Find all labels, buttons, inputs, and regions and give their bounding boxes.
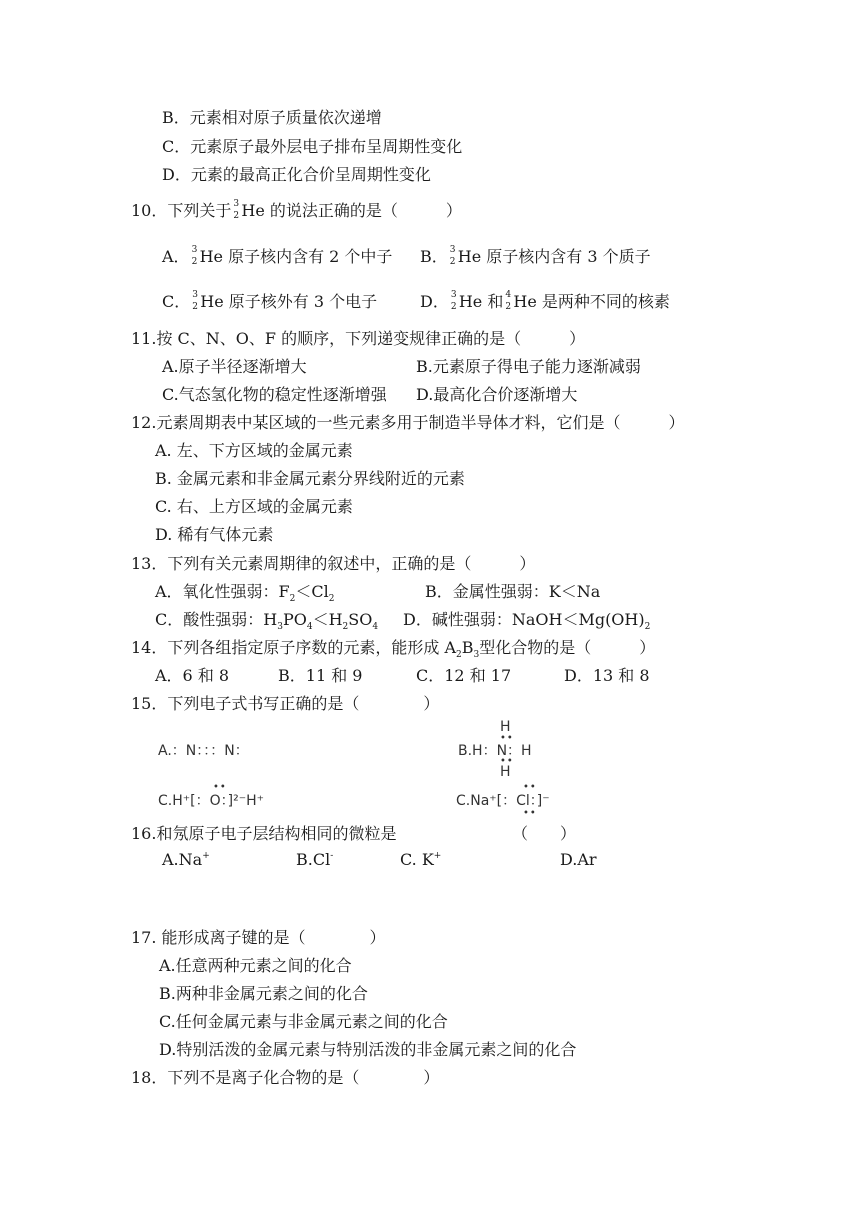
he3-nuclide: 3 2	[450, 290, 457, 312]
q13-option-c: C．酸性强弱：$H_3PO_4<H_2SO_4$	[155, 610, 379, 632]
q14-stem: 14．下列各组指定原子序数的元素，能形成 $A_2B_3$型化合物的是（ ）	[131, 638, 656, 660]
q16-stem: 16.和氖原子电子层结构相同的微粒是	[131, 824, 397, 843]
q10-option-d: D． 3 2 He 和 4 2 He 是两种不同的核素	[420, 290, 670, 312]
q15-stem: 15．下列电子式书写正确的是（ ）	[131, 694, 440, 713]
q13-option-a: A．氧化性强弱：$F_2<Cl_2$	[155, 582, 335, 604]
q11-option-a: A.原子半径逐渐增大	[162, 357, 307, 376]
q12-stem: 12.元素周期表中某区域的一些元素多用于制造半导体才料，它们是（ ）	[131, 413, 685, 432]
he3-nuclide: 3 2	[191, 245, 198, 267]
q14-option-b: B．11 和 9	[278, 666, 363, 685]
q12-option-a: A. 左、下方区域的金属元素	[155, 441, 353, 460]
q13-option-b: B．金属性强弱：K＜Na	[425, 582, 601, 601]
he3-nuclide: 3 2	[449, 245, 456, 267]
q10-stem	[131, 201, 462, 221]
q10-stem-suffix: He 的说法正确的是（ ）	[241, 201, 462, 220]
q10-option-a: A． 3 2 He 原子核内含有 2 个中子	[162, 245, 393, 267]
q15-option-d-electron-formula: C.Na⁺[：Cl：]⁻	[456, 793, 550, 809]
q15-option-b-bottom-h: H	[500, 764, 511, 780]
q16-option-a: A.Na+	[162, 850, 210, 869]
q17-option-c: C.任何金属元素与非金属元素之间的化合	[159, 1012, 448, 1031]
electron-pair-dots: ••	[523, 782, 537, 793]
q11-option-d: D.最高化合价逐渐增大	[416, 385, 578, 404]
q16-option-c: C. K+	[400, 850, 442, 869]
electron-pair-dots: ••	[213, 782, 227, 793]
q10-option-b: B． 3 2 He 原子核内含有 3 个质子	[420, 245, 651, 267]
he3-nuclide: 3 2	[233, 199, 240, 221]
electron-pair-dots: ••	[523, 808, 537, 819]
q9-option-d: D．元素的最高正化合价呈周期性变化	[162, 165, 431, 184]
he3-nuclide: 3 2	[192, 290, 198, 312]
q17-stem: 17. 能形成离子键的是（ ）	[131, 928, 386, 947]
q13-stem: 13．下列有关元素周期律的叙述中，正确的是（ ）	[131, 554, 536, 573]
q9-option-c: C．元素原子最外层电子排布呈周期性变化	[162, 137, 463, 156]
q18-stem: 18．下列不是离子化合物的是（ ）	[131, 1068, 440, 1087]
q11-option-b: B.元素原子得电子能力逐渐减弱	[416, 357, 641, 376]
q16-answer-paren: （ ）	[512, 824, 577, 843]
q17-option-b: B.两种非金属元素之间的化合	[159, 984, 368, 1003]
q14-option-d: D．13 和 8	[564, 666, 650, 685]
q15-option-c-electron-formula: C.H⁺[：O：]²⁻H⁺	[158, 793, 265, 809]
q15-option-b-electron-formula: B.H：N：H	[458, 743, 532, 759]
q9-option-b: B．元素相对原子质量依次递增	[162, 108, 382, 127]
q10-stem-prefix: 10．下列关于	[131, 201, 232, 220]
q11-option-c: C.气态氢化物的稳定性逐渐增强	[162, 385, 387, 404]
q10-option-c: C． 3 2 He 原子核外有 3 个电子	[162, 290, 378, 312]
q15-option-a-electron-formula: A.：N：：：N：	[158, 743, 249, 759]
q16-option-b: B.Cl-	[296, 850, 334, 869]
q15-option-b-top-h: H	[500, 719, 511, 735]
q12-option-d: D. 稀有气体元素	[155, 525, 274, 544]
q13-option-d: D．碱性强弱：$NaOH<Mg(OH)_2$	[403, 610, 651, 632]
q14-option-c: C．12 和 17	[416, 666, 512, 685]
q12-option-b: B. 金属元素和非金属元素分界线附近的元素	[155, 469, 465, 488]
q17-option-d: D.特别活泼的金属元素与特别活泼的非金属元素之间的化合	[159, 1040, 577, 1059]
q11-stem: 11.按 C、N、O、F 的顺序，下列递变规律正确的是（ ）	[131, 329, 586, 348]
electron-pair-dots: ••	[500, 733, 514, 744]
q16-option-d: D.Ar	[560, 850, 597, 869]
q12-option-c: C. 右、上方区域的金属元素	[155, 497, 353, 516]
electron-pair-dots: ••	[500, 756, 514, 767]
q14-option-a: A．6 和 8	[155, 666, 230, 685]
q17-option-a: A.任意两种元素之间的化合	[159, 956, 352, 975]
he4-nuclide: 4 2	[505, 290, 512, 312]
